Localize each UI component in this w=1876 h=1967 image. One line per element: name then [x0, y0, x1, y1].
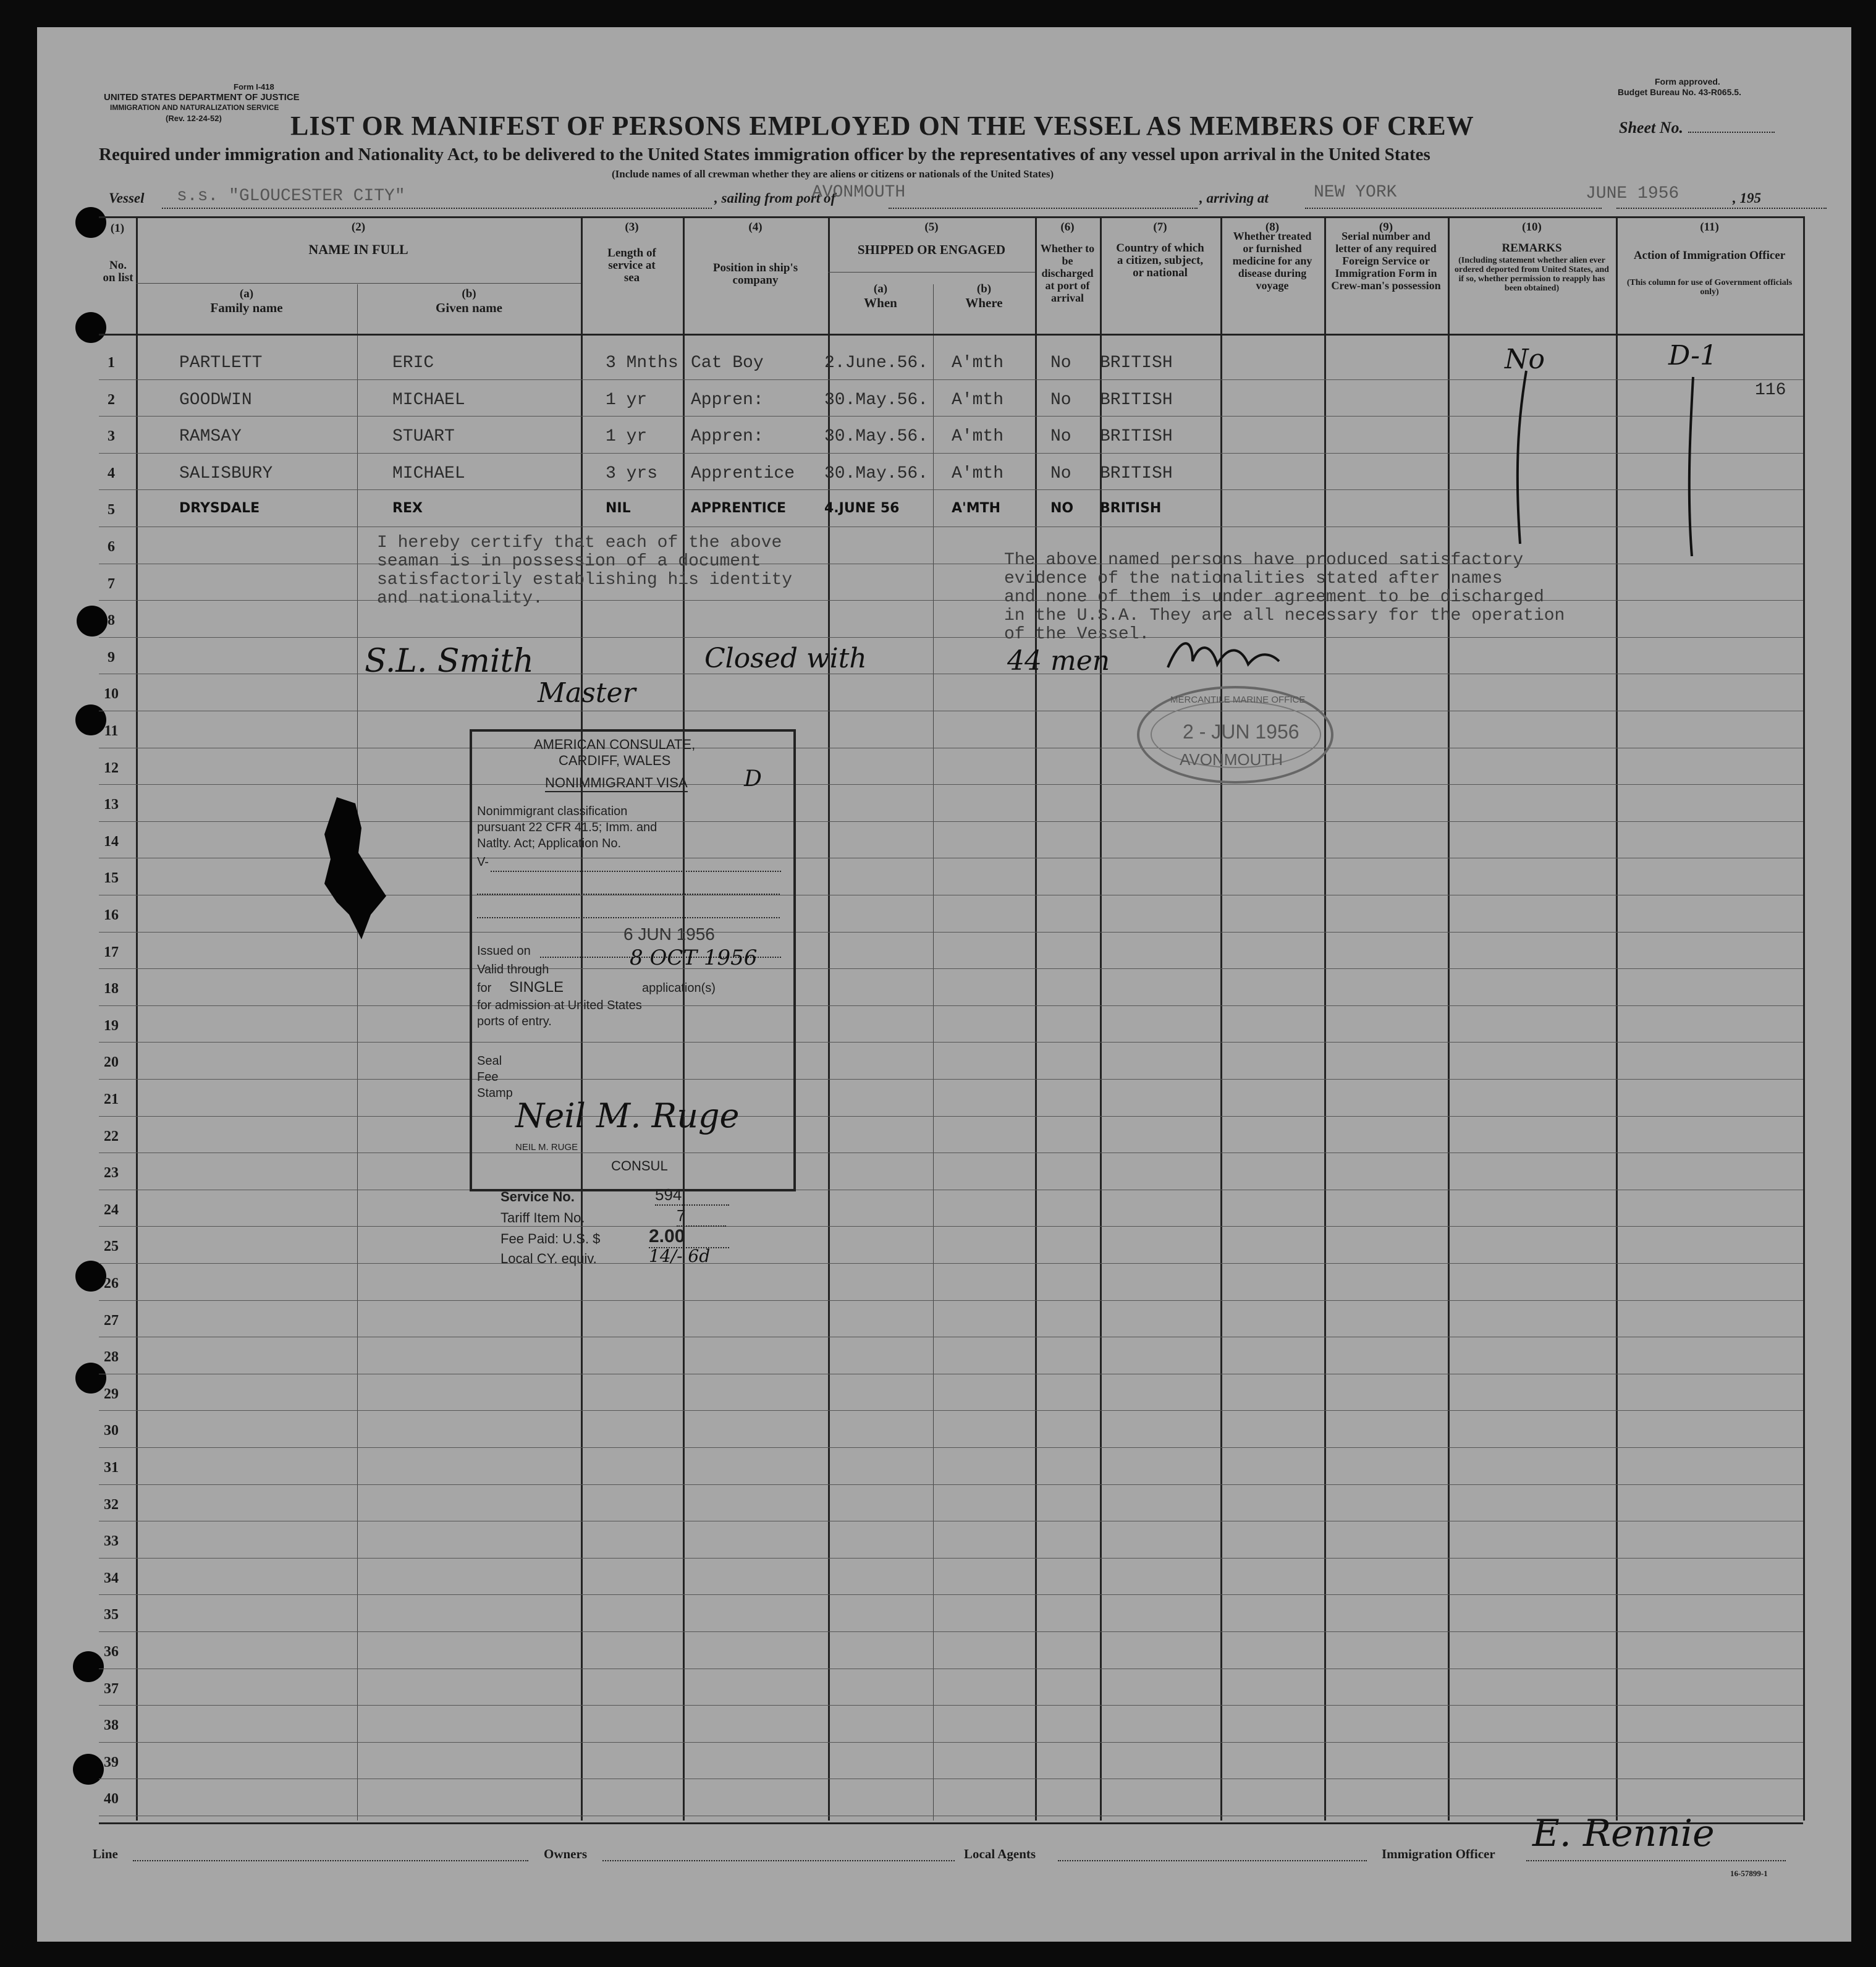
row-line: [99, 968, 1803, 969]
consulate-name: AMERICAN CONSULATE,: [534, 737, 696, 752]
certify-line: satisfactorily establishing his identity: [377, 570, 793, 590]
service-length: 1 yr: [606, 427, 648, 447]
service-length: 3 yrs: [606, 463, 658, 483]
row-number: 39: [104, 1754, 119, 1770]
round-stamp-date: 2 - JUN 1956: [1183, 721, 1299, 743]
arrival-date: JUNE 1956: [1586, 184, 1680, 203]
col6-label: Whether to be discharged at port of arrival: [1040, 242, 1095, 304]
row-line: [99, 1263, 1803, 1264]
col8-number: (8): [1265, 221, 1280, 234]
fee-paid-label: Fee Paid: U.S. $: [501, 1231, 601, 1246]
print-code: 16-57899-1: [1730, 1869, 1768, 1878]
col-divider: [1324, 216, 1326, 1821]
seal-label: Seal: [477, 1054, 502, 1068]
service-length: 1 yr: [606, 390, 648, 410]
col2a-number: (a): [239, 287, 254, 300]
row-number: 13: [104, 797, 119, 813]
agents-underline: [1058, 1860, 1367, 1861]
line-underline: [133, 1860, 528, 1861]
to-be-discharged: No: [1050, 353, 1071, 373]
year-suffix: , 195: [1733, 190, 1761, 206]
col-divider: [828, 216, 830, 1821]
row-line: [99, 1484, 1803, 1485]
shipped-subheader-line: [828, 272, 1035, 273]
produced-line: and none of them is under agreement to be discharged: [1004, 588, 1544, 607]
side-number: 116: [1755, 381, 1786, 400]
to-be-discharged: No: [1050, 463, 1071, 483]
form-subtitle: Required under immigration and Nationality Act, to be delivered to the United States immigration officer by the representatives of any vessel upon arrival in the United States: [99, 145, 1430, 164]
to-be-discharged: No: [1050, 390, 1071, 410]
col3-number: (3): [625, 221, 639, 234]
visa-mark: D: [744, 766, 762, 792]
tariff-label: Tariff Item No.: [501, 1210, 585, 1225]
shipped-where: A'MTH: [952, 501, 1001, 517]
row-number: 17: [104, 944, 119, 960]
fee-paid-value: 2.00: [649, 1226, 729, 1248]
row-number: 18: [104, 981, 119, 997]
row-line: [99, 1705, 1803, 1706]
form-approved: Form approved.: [1655, 77, 1720, 87]
col-divider: [1220, 216, 1222, 1821]
stamp-label: Stamp: [477, 1086, 513, 1100]
local-equiv-value: 14/- 6d: [649, 1246, 711, 1266]
position: Apprentice: [691, 463, 795, 483]
vessel-label: Vessel: [109, 190, 145, 206]
row-number: 29: [104, 1385, 119, 1402]
nationality: BRITISH: [1100, 427, 1173, 447]
owners-underline: [602, 1860, 955, 1861]
mercantile-marine-stamp: [1137, 686, 1333, 784]
col8-label: Whether treated or furnished medicine for any disease during voyage: [1232, 230, 1312, 292]
col10-label: REMARKS: [1502, 242, 1562, 255]
shipped-when: 30.May.56.: [824, 427, 929, 447]
service-length: NIL: [606, 501, 631, 517]
col2a-label: Family name: [210, 300, 283, 315]
certify-line: seaman is in possession of a document: [377, 552, 761, 571]
sailing-port: AVONMOUTH: [812, 183, 906, 202]
form-title: LIST OR MANIFEST OF PERSONS EMPLOYED ON THE VESSEL AS MEMBERS OF CREW: [290, 111, 1474, 141]
shipped-when: 30.May.56.: [824, 390, 929, 410]
include-note: (Include names of all crewman whether they are aliens or citizens or nationals of the United States): [612, 168, 1054, 180]
shipped-where: A'mth: [952, 390, 1004, 410]
row-number: 6: [108, 539, 115, 555]
col6-number: (6): [1060, 221, 1075, 234]
position: Appren:: [691, 427, 764, 447]
revision-date: (Rev. 12-24-52): [166, 114, 222, 123]
family-name: GOODWIN: [179, 390, 252, 410]
row-number: 8: [108, 612, 115, 629]
row-line: [99, 1042, 1803, 1043]
col-divider: [136, 216, 138, 1821]
row-number: 5: [108, 502, 115, 518]
row-number: 11: [104, 723, 119, 739]
sailing-underline: [889, 187, 1198, 209]
given-name: MICHAEL: [392, 463, 465, 483]
consul-signature: Neil M. Ruge: [515, 1096, 740, 1135]
row-number: 20: [104, 1054, 119, 1071]
consul-title: CONSUL: [611, 1158, 668, 1174]
row-number: 26: [104, 1275, 119, 1292]
row-number: 14: [104, 833, 119, 850]
ink-blot: [312, 791, 392, 945]
row-line: [99, 1558, 1803, 1559]
closed-note: Closed with: [704, 643, 867, 674]
visa-type: NONIMMIGRANT VISA: [545, 775, 688, 792]
row-line: [99, 1594, 1803, 1595]
col7-label: Country of which a citizen, subject, or national: [1116, 242, 1204, 279]
form-id-block: [104, 82, 300, 124]
name-subheader-line: [136, 283, 581, 284]
arriving-port: NEW YORK: [1314, 183, 1397, 202]
given-name: ERIC: [392, 353, 434, 373]
col5a-number: (a): [873, 282, 888, 295]
row-line: [99, 1116, 1803, 1117]
shipped-where: A'mth: [952, 353, 1004, 373]
row-number: 15: [104, 870, 119, 887]
row-number: 2: [108, 391, 115, 408]
given-name: MICHAEL: [392, 390, 465, 410]
produced-line: in the U.S.A. They are all necessary for the operation: [1004, 606, 1565, 625]
form-number: Form I-418: [234, 82, 274, 91]
shipped-when: 30.May.56.: [824, 463, 929, 483]
col2-number: (2): [351, 221, 366, 234]
col5b-label: Where: [965, 295, 1003, 310]
col9-number: (9): [1379, 221, 1393, 234]
service-name: IMMIGRATION AND NATURALIZATION SERVICE: [110, 103, 279, 112]
col-divider: [1035, 216, 1037, 1821]
for-label: for: [477, 981, 492, 995]
officer-action: D-1: [1668, 340, 1717, 371]
row-number: 31: [104, 1460, 119, 1476]
sheet-number: Sheet No.: [1619, 119, 1775, 137]
col5b-number: (b): [976, 282, 992, 295]
row-number: 38: [104, 1717, 119, 1734]
col4-number: (4): [748, 221, 763, 234]
to-be-discharged: No: [1050, 427, 1071, 447]
master-title: Master: [538, 677, 636, 709]
row-number: 28: [104, 1349, 119, 1366]
col2-label: NAME IN FULL: [308, 242, 408, 257]
row-number: 4: [108, 465, 115, 481]
col10-number: (10): [1522, 221, 1542, 234]
nationality: BRITISH: [1100, 353, 1173, 373]
col11-number: (11): [1700, 221, 1719, 234]
nationality: BRITISH: [1100, 501, 1162, 517]
col9-label: Serial number and letter of any required Foreign Service or Immigration Form in Crew-man's possession: [1331, 230, 1441, 292]
row-line: [99, 1300, 1803, 1301]
col7-number: (7): [1153, 221, 1167, 234]
family-name: RAMSAY: [179, 427, 242, 447]
row-number: 24: [104, 1201, 119, 1218]
fee-label: Fee: [477, 1070, 499, 1084]
consulate-location: CARDIFF, WALES: [559, 753, 671, 768]
col5-label: SHIPPED OR ENGAGED: [857, 242, 1006, 257]
visa-entries: SINGLE: [509, 979, 564, 996]
family-name: PARTLETT: [179, 353, 263, 373]
row-number: 40: [104, 1791, 119, 1808]
col-divider: [1616, 216, 1618, 1821]
row-number: 36: [104, 1644, 119, 1660]
row-number: 21: [104, 1091, 119, 1107]
col-divider: [1100, 216, 1102, 1821]
arriving-label: , arriving at: [1199, 190, 1269, 206]
col-divider: [357, 284, 358, 1821]
shipped-when: 2.June.56.: [824, 353, 929, 373]
consulate-visa-stamp: [470, 729, 796, 1191]
consul-name: NEIL M. RUGE: [515, 1142, 578, 1153]
round-stamp-top: MERCANTILE MARINE OFFICE: [1170, 695, 1306, 705]
col-divider: [933, 284, 934, 1821]
vessel-line: [109, 183, 1789, 211]
row-line: [99, 1226, 1803, 1227]
footer-owners-label: Owners: [544, 1846, 587, 1861]
vessel-name: s.s. "GLOUCESTER CITY": [177, 187, 405, 206]
sailing-label: , sailing from port of: [714, 190, 836, 206]
action-ditto-line: [1656, 371, 1730, 569]
footer-line-label: Line: [93, 1846, 118, 1861]
budget-bureau: Budget Bureau No. 43-R065.5.: [1618, 87, 1741, 97]
service-no-label: Service No.: [501, 1189, 575, 1204]
row-number: 19: [104, 1017, 119, 1034]
row-line: [99, 1742, 1803, 1743]
row-number: 34: [104, 1570, 119, 1586]
position: APPRENTICE: [691, 501, 787, 517]
col11-sub: (This column for use of Government officials only): [1626, 278, 1793, 297]
service-no-value: 594: [655, 1185, 729, 1206]
col2b-label: Given name: [436, 300, 502, 315]
issued-label: Issued on: [477, 944, 531, 958]
col4-label: Position in ship's company: [712, 261, 798, 287]
valid-label: Valid through: [477, 963, 549, 976]
ports-text: ports of entry.: [477, 1015, 552, 1028]
row-number: 9: [108, 649, 115, 666]
shipped-when: 4.JUNE 56: [824, 501, 900, 517]
nationality: BRITISH: [1100, 390, 1173, 410]
admission-text: for admission at United States: [477, 999, 642, 1012]
given-name: REX: [392, 501, 423, 517]
row-number: 1: [108, 355, 115, 371]
certify-line: and nationality.: [377, 589, 543, 608]
row-line: [99, 1079, 1803, 1080]
inspector-initials: [1162, 630, 1285, 680]
col-divider: [1448, 216, 1450, 1821]
col5-number: (5): [924, 221, 939, 234]
col10-sub: (Including statement whether alien ever ordered deported from United States, and if so, whether permission to reapply has been obtained): [1455, 256, 1609, 293]
row-line: [99, 1005, 1803, 1006]
certify-line: I hereby certify that each of the above: [377, 533, 782, 552]
to-be-discharged: NO: [1050, 501, 1074, 517]
master-signature: S.L. Smith: [365, 643, 534, 680]
row-number: 22: [104, 1128, 119, 1144]
tariff-value: 7: [677, 1206, 726, 1227]
visa-body: Natlty. Act; Application No.: [477, 837, 622, 850]
col5a-label: When: [864, 295, 897, 310]
given-name: STUART: [392, 427, 455, 447]
shipped-where: A'mth: [952, 427, 1004, 447]
row-number: 25: [104, 1238, 119, 1255]
row-line: [99, 784, 1803, 785]
col-divider: [1803, 216, 1805, 1821]
row-number: 12: [104, 759, 119, 776]
row-number: 33: [104, 1533, 119, 1550]
row-number: 16: [104, 907, 119, 923]
row-number: 30: [104, 1423, 119, 1439]
produced-line: of the Vessel.: [1004, 625, 1150, 644]
service-length: 3 Mnths: [606, 353, 678, 373]
row-number: 23: [104, 1165, 119, 1182]
row-number: 3: [108, 428, 115, 445]
closed-count: 44 men: [1007, 645, 1110, 677]
application-label: application(s): [642, 981, 716, 995]
round-stamp-place: AVONMOUTH: [1180, 750, 1283, 769]
col1-label: No. on list: [103, 259, 133, 284]
header-bottom-line: [99, 334, 1803, 336]
col11-label: Action of Immigration Officer: [1633, 249, 1786, 262]
row-number: 35: [104, 1607, 119, 1623]
immigration-officer-signature: E. Rennie: [1532, 1812, 1715, 1855]
visa-body: Nonimmigrant classification: [477, 805, 628, 818]
position: Appren:: [691, 390, 764, 410]
visa-issued-date: 6 JUN 1956: [623, 924, 715, 944]
row-line: [99, 1447, 1803, 1448]
row-number: 7: [108, 575, 115, 592]
row-number: 37: [104, 1680, 119, 1697]
row-line: [99, 1410, 1803, 1411]
position: Cat Boy: [691, 353, 764, 373]
row-number: 27: [104, 1312, 119, 1329]
produced-line: The above named persons have produced satisfactory: [1004, 551, 1524, 570]
footer-officer-label: Immigration Officer: [1382, 1846, 1495, 1861]
approval-block: [1618, 77, 1741, 98]
remarks-ditto-line: [1483, 358, 1557, 556]
nationality: BRITISH: [1100, 463, 1173, 483]
produced-line: evidence of the nationalities stated after names: [1004, 569, 1503, 588]
family-name: DRYSDALE: [179, 501, 260, 517]
col2b-number: (b): [462, 287, 476, 300]
row-line: [99, 1631, 1803, 1632]
officer-underline: [1526, 1860, 1786, 1861]
department: UNITED STATES DEPARTMENT OF JUSTICE: [104, 92, 300, 103]
col3-label: Length of service at sea: [607, 247, 656, 284]
certify-text: [377, 534, 792, 608]
footer-agents-label: Local Agents: [964, 1846, 1036, 1861]
family-name: SALISBURY: [179, 463, 273, 483]
col1-number: (1): [110, 222, 125, 235]
visa-body: V-: [477, 855, 489, 869]
row-number: 32: [104, 1496, 119, 1513]
row-number: 10: [104, 686, 119, 703]
shipped-where: A'mth: [952, 463, 1004, 483]
local-equiv-label: Local CY. equiv.: [501, 1251, 597, 1266]
visa-valid-through: 8 OCT 1956: [630, 945, 758, 970]
visa-body: pursuant 22 CFR 41.5; Imm. and: [477, 821, 657, 834]
remarks-no: No: [1505, 344, 1545, 375]
